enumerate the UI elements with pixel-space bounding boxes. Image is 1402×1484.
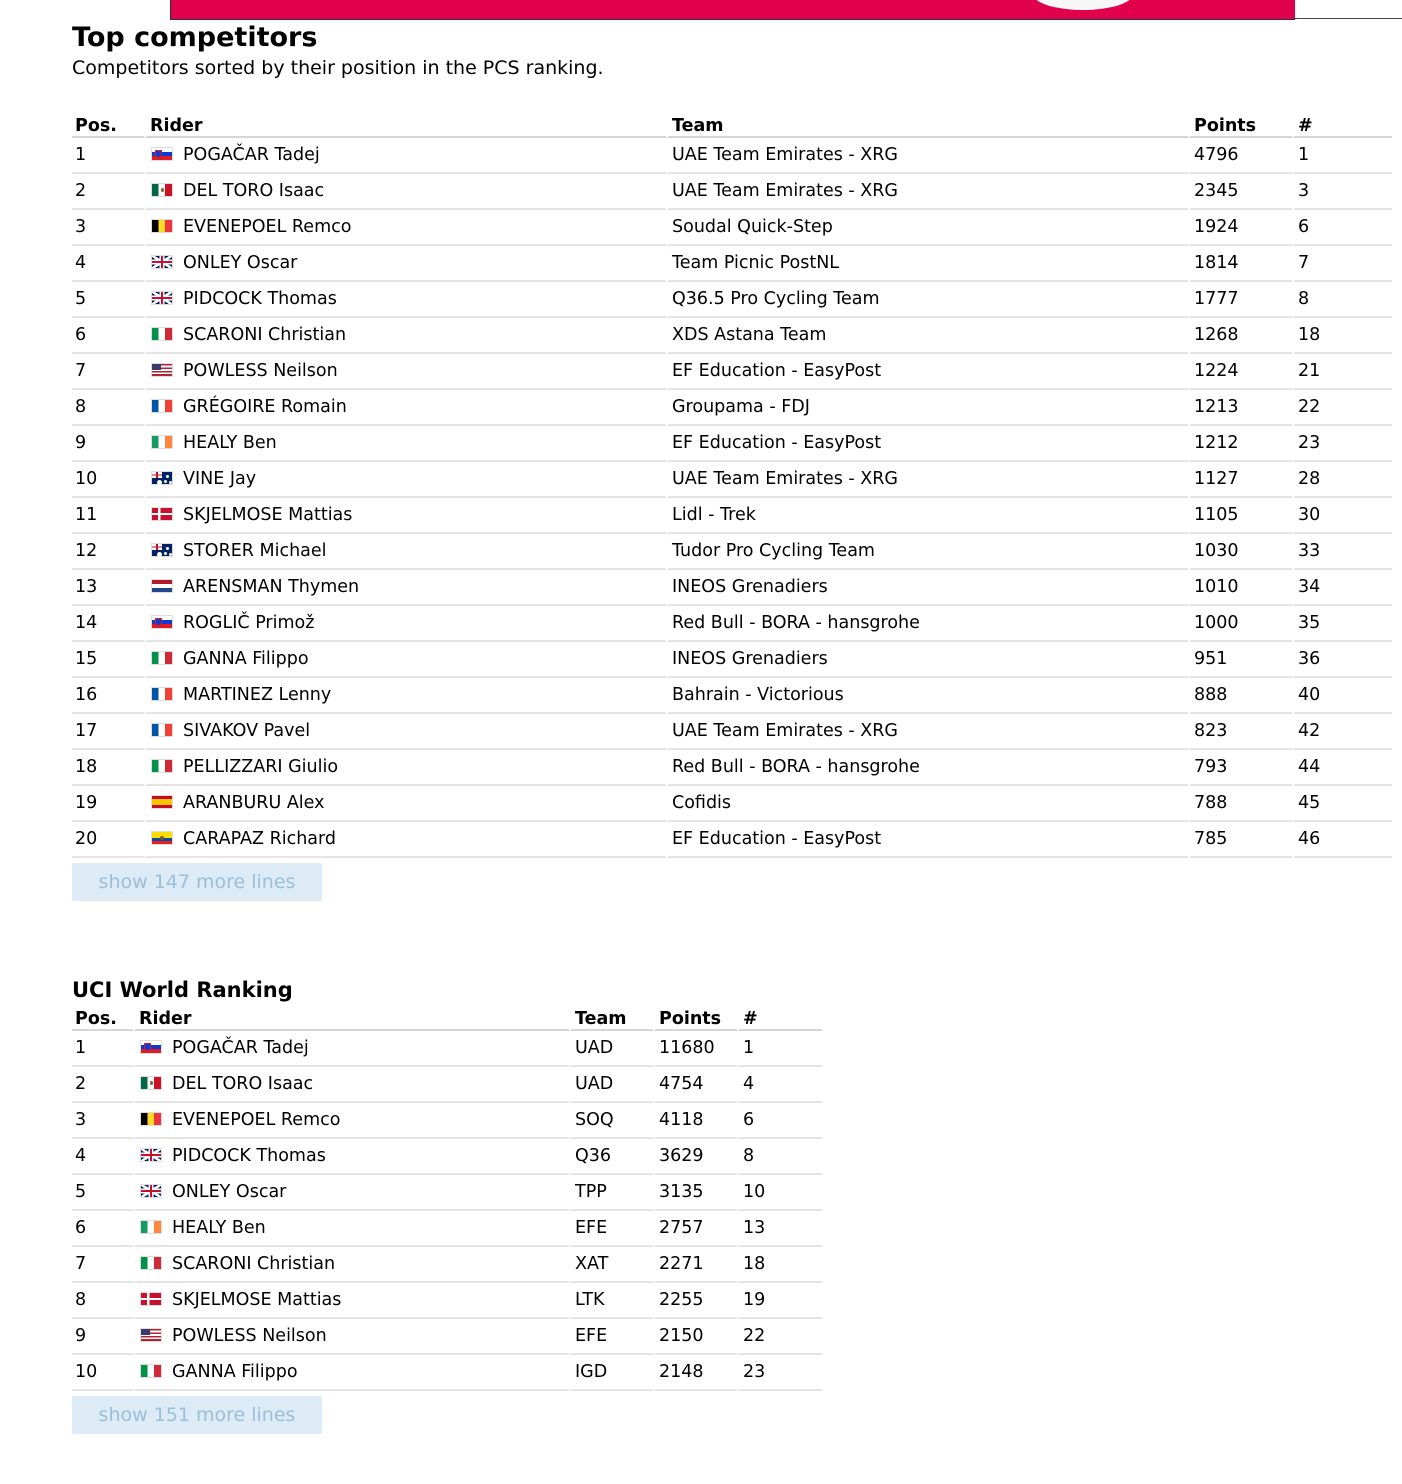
position-cell: 6: [72, 1211, 133, 1247]
rider-link[interactable]: POWLESS Neilson: [172, 1326, 327, 1346]
position-cell: 20: [72, 822, 144, 858]
flag-fr-icon: [151, 723, 173, 737]
table-row: [72, 1031, 822, 1067]
flag-si-icon: [151, 147, 173, 161]
rider-link[interactable]: PELLIZZARI Giulio: [183, 757, 339, 777]
rider-link[interactable]: SIVAKOV Pavel: [183, 721, 311, 741]
points-cell: 2271: [653, 1247, 737, 1283]
rank-cell: 18: [737, 1247, 822, 1283]
table-row: [72, 390, 1392, 426]
position-cell: 4: [72, 246, 144, 282]
rank-cell: 13: [737, 1211, 822, 1247]
team-cell: [666, 642, 1188, 678]
flag-dk-icon: [140, 1292, 162, 1306]
col-header-points: Points: [1188, 112, 1292, 138]
flag-dk-icon: [151, 507, 173, 521]
points-cell: 1814: [1188, 246, 1292, 282]
rank-cell: 10: [737, 1175, 822, 1211]
rank-cell: 44: [1292, 750, 1392, 786]
table-row: [72, 318, 1392, 354]
table-row: [72, 786, 1392, 822]
rider-link[interactable]: SCARONI Christian: [183, 325, 347, 345]
rider-link[interactable]: PIDCOCK Thomas: [183, 289, 337, 309]
rider-link[interactable]: GANNA Filippo: [172, 1362, 298, 1382]
team-link[interactable]: UAE Team Emirates - XRG: [672, 145, 898, 165]
position-cell: 19: [72, 786, 144, 822]
rider-cell: [144, 534, 666, 570]
team-cell: [666, 714, 1188, 750]
rider-cell: [133, 1103, 569, 1139]
flag-it-icon: [140, 1256, 162, 1270]
points-cell: 951: [1188, 642, 1292, 678]
points-cell: 2255: [653, 1283, 737, 1319]
rider-link[interactable]: EVENEPOEL Remco: [183, 217, 352, 237]
rank-cell: 6: [1292, 210, 1392, 246]
points-cell: 888: [1188, 678, 1292, 714]
table-row: [72, 210, 1392, 246]
flag-mx-icon: [140, 1076, 162, 1090]
flag-au-icon: [151, 543, 173, 557]
flag-us-icon: [151, 363, 173, 377]
position-cell: 15: [72, 642, 144, 678]
flag-si-icon: [140, 1040, 162, 1054]
rider-cell: [144, 714, 666, 750]
table-header-row: [72, 112, 1392, 138]
position-cell: 14: [72, 606, 144, 642]
rider-link[interactable]: STORER Michael: [183, 541, 327, 561]
table-header-row: [72, 1005, 822, 1031]
team-link[interactable]: EF Education - EasyPost: [672, 433, 882, 453]
show-more-uci-button[interactable]: show 151 more lines: [72, 1396, 322, 1434]
rank-cell: 46: [1292, 822, 1392, 858]
team-link[interactable]: Team Picnic PostNL: [672, 253, 840, 273]
table-row: [72, 1067, 822, 1103]
flag-nl-icon: [151, 579, 173, 593]
table-row: [72, 1355, 822, 1391]
flag-es-icon: [151, 795, 173, 809]
points-cell: 1000: [1188, 606, 1292, 642]
points-cell: 11680: [653, 1031, 737, 1067]
position-cell: 12: [72, 534, 144, 570]
team-link[interactable]: INEOS Grenadiers: [672, 649, 828, 669]
points-cell: 1777: [1188, 282, 1292, 318]
rider-link[interactable]: ARENSMAN Thymen: [183, 577, 360, 597]
position-cell: 17: [72, 714, 144, 750]
team-cell: [666, 570, 1188, 606]
table-row: [72, 1247, 822, 1283]
rider-cell: [144, 678, 666, 714]
team-cell: [666, 822, 1188, 858]
points-cell: 3629: [653, 1139, 737, 1175]
rider-cell: [133, 1139, 569, 1175]
team-cell: [666, 498, 1188, 534]
rider-cell: [133, 1283, 569, 1319]
team-link[interactable]: Cofidis: [672, 793, 732, 813]
team-link[interactable]: UAE Team Emirates - XRG: [672, 469, 898, 489]
rank-cell: 21: [1292, 354, 1392, 390]
points-cell: 823: [1188, 714, 1292, 750]
rank-cell: 33: [1292, 534, 1392, 570]
table-row: [72, 714, 1392, 750]
rider-cell: [133, 1319, 569, 1355]
flag-ie-icon: [151, 435, 173, 449]
team-link[interactable]: EF Education - EasyPost: [672, 829, 882, 849]
team-link[interactable]: LTK: [575, 1290, 605, 1310]
rank-cell: 19: [737, 1283, 822, 1319]
rider-link[interactable]: VINE Jay: [183, 469, 257, 489]
rider-cell: [144, 570, 666, 606]
position-cell: 8: [72, 1283, 133, 1319]
rank-cell: 1: [1292, 138, 1392, 174]
team-cell: [666, 282, 1188, 318]
position-cell: 13: [72, 570, 144, 606]
team-link[interactable]: UAE Team Emirates - XRG: [672, 721, 898, 741]
rider-cell: [144, 786, 666, 822]
rank-cell: 3: [1292, 174, 1392, 210]
rider-cell: [133, 1355, 569, 1391]
table-row: [72, 642, 1392, 678]
top-competitors-subtitle: Competitors sorted by their position in the PCS ranking.: [72, 57, 604, 79]
rider-link[interactable]: CARAPAZ Richard: [183, 829, 337, 849]
flag-si-icon: [151, 615, 173, 629]
rank-cell: 1: [737, 1031, 822, 1067]
team-cell: [569, 1103, 653, 1139]
team-link[interactable]: IGD: [575, 1362, 608, 1382]
position-cell: 1: [72, 138, 144, 174]
rank-cell: 34: [1292, 570, 1392, 606]
team-cell: [666, 534, 1188, 570]
points-cell: 1268: [1188, 318, 1292, 354]
table-row: [72, 822, 1392, 858]
table-row: [72, 354, 1392, 390]
rank-cell: 18: [1292, 318, 1392, 354]
position-cell: 9: [72, 1319, 133, 1355]
table-row: [72, 1139, 822, 1175]
rider-cell: [133, 1211, 569, 1247]
rider-cell: [144, 354, 666, 390]
rank-cell: 8: [737, 1139, 822, 1175]
table-row: [72, 534, 1392, 570]
table-row: [72, 1283, 822, 1319]
rider-link[interactable]: HEALY Ben: [183, 433, 277, 453]
rider-cell: [133, 1175, 569, 1211]
team-cell: [569, 1211, 653, 1247]
team-cell: [666, 462, 1188, 498]
rank-cell: 30: [1292, 498, 1392, 534]
position-cell: 7: [72, 1247, 133, 1283]
team-cell: [569, 1319, 653, 1355]
position-cell: 11: [72, 498, 144, 534]
table-row: [72, 1103, 822, 1139]
team-link[interactable]: Groupama - FDJ: [672, 397, 810, 417]
flag-it-icon: [151, 759, 173, 773]
flag-be-icon: [140, 1112, 162, 1126]
table-row: [72, 498, 1392, 534]
team-link[interactable]: XAT: [575, 1254, 609, 1274]
flag-gb-icon: [140, 1148, 162, 1162]
rank-cell: 23: [1292, 426, 1392, 462]
table-row: [72, 246, 1392, 282]
position-cell: 10: [72, 1355, 133, 1391]
table-row: [72, 174, 1392, 210]
points-cell: 4118: [653, 1103, 737, 1139]
points-cell: 2150: [653, 1319, 737, 1355]
col-header-pos: Pos.: [72, 112, 144, 138]
flag-it-icon: [151, 651, 173, 665]
table-row: [72, 426, 1392, 462]
col-header-pos: Pos.: [72, 1005, 133, 1031]
flag-ec-icon: [151, 831, 173, 845]
points-cell: 788: [1188, 786, 1292, 822]
table-row: [72, 1211, 822, 1247]
rider-link[interactable]: ONLEY Oscar: [183, 253, 298, 273]
col-header-rank: #: [737, 1005, 822, 1031]
flag-fr-icon: [151, 687, 173, 701]
rank-cell: 28: [1292, 462, 1392, 498]
points-cell: 4754: [653, 1067, 737, 1103]
rider-cell: [144, 822, 666, 858]
rider-link[interactable]: ARANBURU Alex: [183, 793, 325, 813]
rider-link[interactable]: MARTINEZ Lenny: [183, 685, 332, 705]
show-more-competitors-button[interactable]: show 147 more lines: [72, 863, 322, 901]
points-cell: 1224: [1188, 354, 1292, 390]
uci-ranking-table: [72, 1005, 822, 1391]
team-cell: [569, 1283, 653, 1319]
col-header-rank: #: [1292, 112, 1392, 138]
points-cell: 1010: [1188, 570, 1292, 606]
position-cell: 8: [72, 390, 144, 426]
team-link[interactable]: Red Bull - BORA - hansgrohe: [672, 757, 920, 777]
rider-link[interactable]: HEALY Ben: [172, 1218, 266, 1238]
rider-cell: [144, 390, 666, 426]
table-row: [72, 606, 1392, 642]
col-header-rider: Rider: [133, 1005, 569, 1031]
rank-cell: 45: [1292, 786, 1392, 822]
team-link[interactable]: Tudor Pro Cycling Team: [672, 541, 875, 561]
team-link[interactable]: XDS Astana Team: [672, 325, 827, 345]
rider-cell: [144, 642, 666, 678]
flag-au-icon: [151, 471, 173, 485]
points-cell: 1105: [1188, 498, 1292, 534]
team-cell: [666, 354, 1188, 390]
banner-graphic: [1033, 0, 1133, 10]
flag-gb-icon: [151, 291, 173, 305]
top-competitors-title: Top competitors: [72, 22, 318, 53]
flag-gb-icon: [140, 1184, 162, 1198]
team-cell: [569, 1355, 653, 1391]
rider-cell: [144, 606, 666, 642]
points-cell: 3135: [653, 1175, 737, 1211]
team-link[interactable]: SOQ: [575, 1110, 614, 1130]
table-row: [72, 570, 1392, 606]
rider-link[interactable]: ONLEY Oscar: [172, 1182, 287, 1202]
team-cell: [569, 1031, 653, 1067]
points-cell: 1924: [1188, 210, 1292, 246]
team-link[interactable]: Red Bull - BORA - hansgrohe: [672, 613, 920, 633]
rider-cell: [144, 210, 666, 246]
team-cell: [666, 210, 1188, 246]
position-cell: 9: [72, 426, 144, 462]
position-cell: 3: [72, 210, 144, 246]
rider-cell: [144, 498, 666, 534]
position-cell: 6: [72, 318, 144, 354]
col-header-team: Team: [569, 1005, 653, 1031]
team-link[interactable]: UAD: [575, 1074, 614, 1094]
rank-cell: 36: [1292, 642, 1392, 678]
col-header-rider: Rider: [144, 112, 666, 138]
team-link[interactable]: EF Education - EasyPost: [672, 361, 882, 381]
table-row: [72, 138, 1392, 174]
points-cell: 1030: [1188, 534, 1292, 570]
team-link[interactable]: Q36: [575, 1146, 612, 1166]
team-link[interactable]: Soudal Quick-Step: [672, 217, 833, 237]
team-cell: [666, 390, 1188, 426]
points-cell: 1213: [1188, 390, 1292, 426]
team-cell: [666, 786, 1188, 822]
team-cell: [569, 1139, 653, 1175]
rider-cell: [144, 282, 666, 318]
team-link[interactable]: UAE Team Emirates - XRG: [672, 181, 898, 201]
top-banner: [170, 0, 1295, 20]
team-cell: [666, 606, 1188, 642]
flag-fr-icon: [151, 399, 173, 413]
team-cell: [569, 1175, 653, 1211]
rider-link[interactable]: DEL TORO Isaac: [183, 181, 325, 201]
position-cell: 18: [72, 750, 144, 786]
team-cell: [666, 246, 1188, 282]
rider-link[interactable]: GANNA Filippo: [183, 649, 309, 669]
rider-link[interactable]: POGAČAR Tadej: [172, 1038, 309, 1058]
rank-cell: 23: [737, 1355, 822, 1391]
rider-link[interactable]: SCARONI Christian: [172, 1254, 336, 1274]
rider-link[interactable]: PIDCOCK Thomas: [172, 1146, 326, 1166]
table-row: [72, 750, 1392, 786]
flag-it-icon: [140, 1364, 162, 1378]
col-header-points: Points: [653, 1005, 737, 1031]
rider-link[interactable]: EVENEPOEL Remco: [172, 1110, 341, 1130]
rank-cell: 22: [737, 1319, 822, 1355]
rank-cell: 4: [737, 1067, 822, 1103]
rider-cell: [144, 174, 666, 210]
rank-cell: 35: [1292, 606, 1392, 642]
flag-be-icon: [151, 219, 173, 233]
team-link[interactable]: Lidl - Trek: [672, 505, 756, 525]
position-cell: 10: [72, 462, 144, 498]
points-cell: 785: [1188, 822, 1292, 858]
flag-us-icon: [140, 1328, 162, 1342]
team-cell: [666, 750, 1188, 786]
rider-cell: [133, 1247, 569, 1283]
flag-it-icon: [151, 327, 173, 341]
team-cell: [666, 138, 1188, 174]
col-header-team: Team: [666, 112, 1188, 138]
position-cell: 16: [72, 678, 144, 714]
points-cell: 2345: [1188, 174, 1292, 210]
team-cell: [666, 426, 1188, 462]
rank-cell: 8: [1292, 282, 1392, 318]
position-cell: 4: [72, 1139, 133, 1175]
table-row: [72, 1319, 822, 1355]
position-cell: 7: [72, 354, 144, 390]
rider-link[interactable]: GRÉGOIRE Romain: [183, 397, 347, 417]
table-row: [72, 678, 1392, 714]
rank-cell: 7: [1292, 246, 1392, 282]
team-link[interactable]: EFE: [575, 1326, 608, 1346]
rider-cell: [144, 318, 666, 354]
flag-gb-icon: [151, 255, 173, 269]
table-row: [72, 1175, 822, 1211]
team-cell: [666, 678, 1188, 714]
rider-link[interactable]: SKJELMOSE Mattias: [172, 1290, 342, 1310]
rider-cell: [133, 1067, 569, 1103]
top-competitors-table: [72, 112, 1392, 858]
rider-link[interactable]: ROGLIČ Primož: [183, 613, 315, 633]
team-link[interactable]: INEOS Grenadiers: [672, 577, 828, 597]
position-cell: 5: [72, 282, 144, 318]
banner-rule: [1294, 18, 1402, 19]
rider-cell: [144, 426, 666, 462]
rider-link[interactable]: SKJELMOSE Mattias: [183, 505, 353, 525]
table-row: [72, 462, 1392, 498]
team-link[interactable]: UAD: [575, 1038, 614, 1058]
position-cell: 2: [72, 1067, 133, 1103]
flag-ie-icon: [140, 1220, 162, 1234]
rider-link[interactable]: DEL TORO Isaac: [172, 1074, 314, 1094]
table-row: [72, 282, 1392, 318]
team-cell: [666, 174, 1188, 210]
rider-link[interactable]: POWLESS Neilson: [183, 361, 338, 381]
rider-cell: [144, 246, 666, 282]
team-cell: [569, 1067, 653, 1103]
team-link[interactable]: Bahrain - Victorious: [672, 685, 844, 705]
points-cell: 1127: [1188, 462, 1292, 498]
position-cell: 1: [72, 1031, 133, 1067]
rider-cell: [144, 750, 666, 786]
team-link[interactable]: Q36.5 Pro Cycling Team: [672, 289, 880, 309]
points-cell: 1212: [1188, 426, 1292, 462]
team-cell: [666, 318, 1188, 354]
team-link[interactable]: EFE: [575, 1218, 608, 1238]
position-cell: 5: [72, 1175, 133, 1211]
points-cell: 793: [1188, 750, 1292, 786]
points-cell: 2757: [653, 1211, 737, 1247]
position-cell: 3: [72, 1103, 133, 1139]
uci-ranking-title: UCI World Ranking: [72, 978, 293, 1002]
rank-cell: 6: [737, 1103, 822, 1139]
rider-cell: [144, 138, 666, 174]
rank-cell: 42: [1292, 714, 1392, 750]
team-cell: [569, 1247, 653, 1283]
position-cell: 2: [72, 174, 144, 210]
team-link[interactable]: TPP: [575, 1182, 607, 1202]
flag-mx-icon: [151, 183, 173, 197]
rider-link[interactable]: POGAČAR Tadej: [183, 145, 320, 165]
rider-cell: [133, 1031, 569, 1067]
rider-cell: [144, 462, 666, 498]
points-cell: 4796: [1188, 138, 1292, 174]
rank-cell: 40: [1292, 678, 1392, 714]
rank-cell: 22: [1292, 390, 1392, 426]
points-cell: 2148: [653, 1355, 737, 1391]
